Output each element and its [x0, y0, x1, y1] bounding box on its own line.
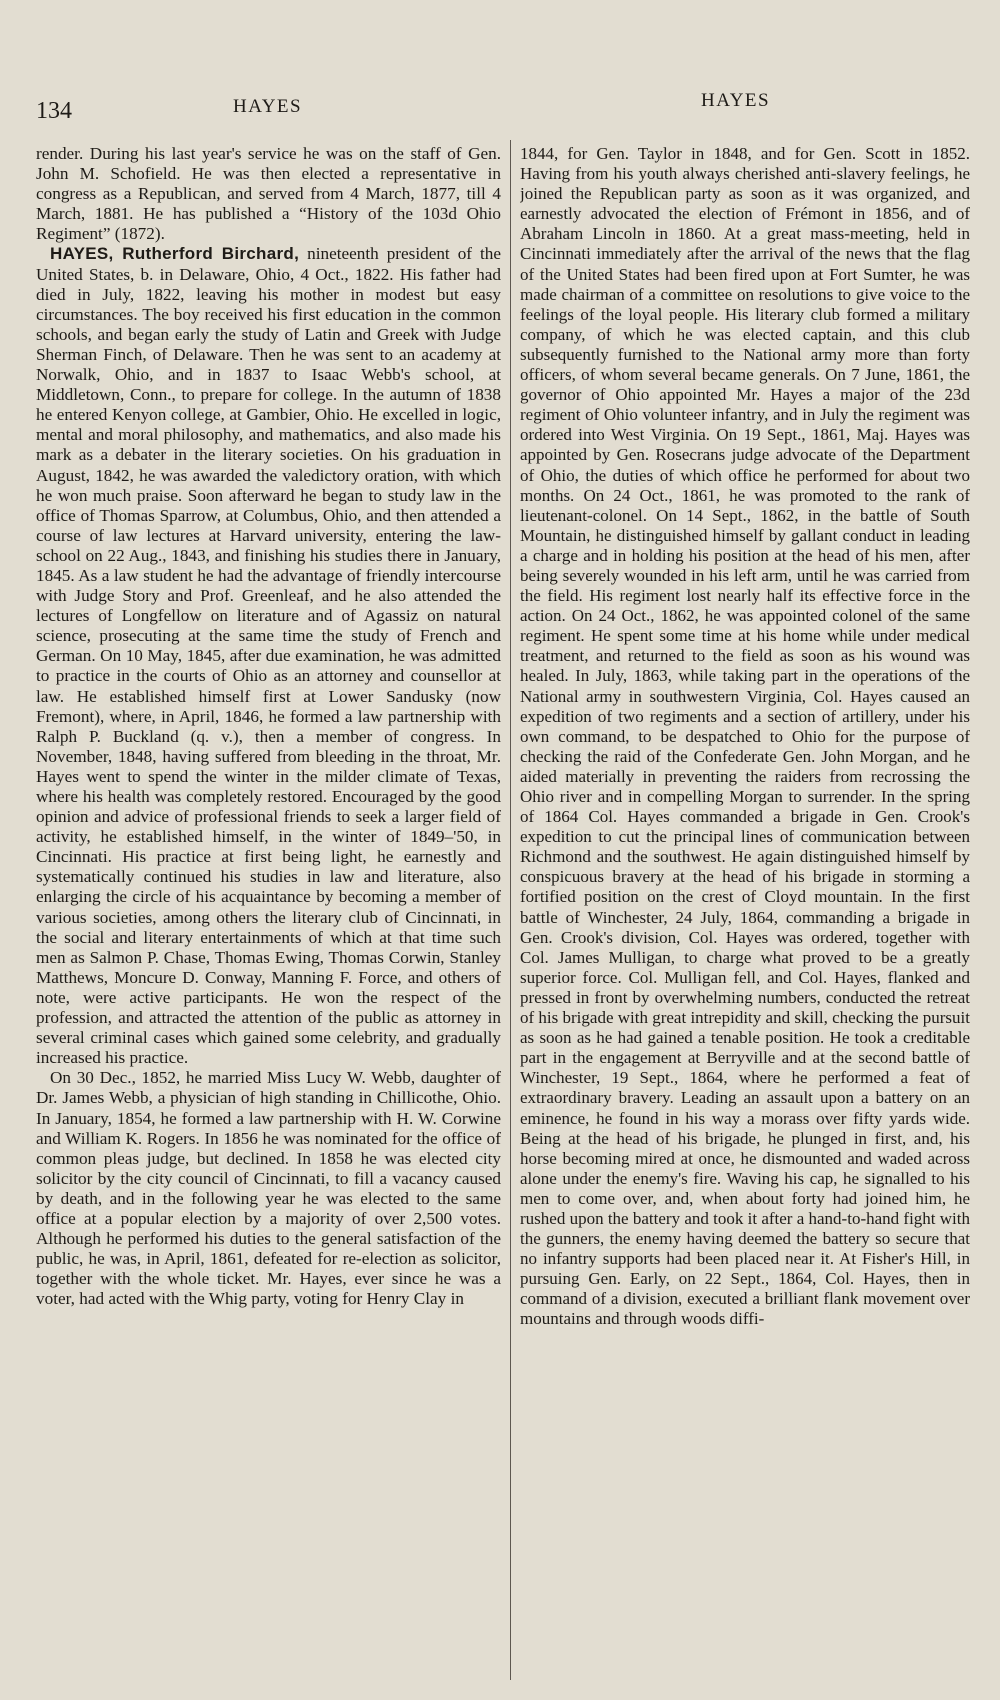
- page-number: 134: [36, 98, 72, 124]
- running-head-left: HAYES: [233, 96, 303, 117]
- entry-headword: HAYES, Rutherford Birchard,: [50, 244, 300, 264]
- page-header: [0, 92, 1000, 132]
- entry-body: nineteenth president of the United States, b. in Delaware, Ohio, 4 Oct., 1822. His father had died in July, 1822, leaving his mother in modest but easy circumstances. The boy received his first education in the common schools, and began early the study of Latin and Greek with Judge Sherman Finch, of Delaware. Then he was sent to an academy at Norwalk, Ohio, and in 1837 to Isaac Webb's school, at Middletown, Conn., to prepare for college. In the autumn of 1838 he entered Kenyon college, at Gambier, Ohio. He excelled in logic, mental and moral philosophy, and mathematics, and also made his mark as a debater in the literary societies. On his graduation in August, 1842, he was awarded the valedictory oration, with which he won much praise. Soon afterward he began to study law in the office of Thomas Sparrow, at Columbus, Ohio, and then attended a course of law lectures at Harvard university, entering the law-school on 22 Aug., 1843, and finishing his studies there in January, 1845. As a law student he had the advantage of friendly intercourse with Judge Story and Prof. Greenleaf, and he also attended the lectures of Longfellow on literature and of Agassiz on natural science, prosecuting at the same time the study of French and German. On 10 May, 1845, after due examination, he was admitted to practice in the courts of Ohio as an attorney and counsellor at law. He established himself first at Lower Sandusky (now Fremont), where, in April, 1846, he formed a law partnership with Ralph P. Buckland (q. v.), then a member of congress. In November, 1848, having suffered from bleeding in the throat, Mr. Hayes went to spend the winter in the milder climate of Texas, where his health was completely restored. Encouraged by the good opinion and advice of professional friends to seek a larger field of activity, he established himself, in the winter of 1849–'50, in Cincinnati. His practice at first being light, he earnestly and systematically continued his studies in law and literature, also enlarging the circle of his acquaintance by becoming a member of various societies, among others the literary club of Cincinnati, in the social and literary entertainments of which at that time such men as Salmon P. Chase, Thomas Ewing, Thomas Corwin, Stanley Matthews, Moncure D. Conway, Manning F. Force, and others of note, were active participants. He won the respect of the profession, and attracted the attention of the public as attorney in several criminal cases which gained some celebrity, and gradually increased his practice.: [36, 244, 501, 1068]
- right-column: [520, 144, 970, 1684]
- paragraph-military-career: 1844, for Gen. Taylor in 1848, and for Gen. Scott in 1852. Having from his youth always cherished anti-slavery feelings, he joined the Republican party as soon as it was organized, and earnestly advocated the election of Frémont in 1856, and of Abraham Lincoln in 1860. At a great mass-meeting, held in Cincinnati immediately after the arrival of the news that the flag of the United States had been fired upon at Fort Sumter, he was made chairman of a committee on resolutions to give voice to the feelings of the loyal people. His literary club formed a military company, of which he was elected captain, and this club subsequently furnished to the National army more than forty officers, of whom several became generals. On 7 June, 1861, the governor of Ohio appointed Mr. Hayes a major of the 23d regiment of Ohio volunteer infantry, and in July the regiment was ordered into West Virginia. On 19 Sept., 1861, Maj. Hayes was appointed by Gen. Rosecrans judge advocate of the Department of Ohio, the duties of which office he performed for about two months. On 24 Oct., 1861, he was promoted to the rank of lieutenant-colonel. On 14 Sept., 1862, in the battle of South Mountain, he distinguished himself by gallant conduct in leading a charge and in holding his position at the head of his men, after being severely wounded in his left arm, until he was carried from the field. His regiment lost nearly half its effective force in the action. On 24 Oct., 1862, he was appointed colonel of the same regiment. He spent some time at his home while under medical treatment, and returned to the field as soon as his wound was healed. In July, 1863, while taking part in the operations of the National army in southwestern Virginia, Col. Hayes caused an expedition of two regiments and a section of artillery, under his own command, to be despatched to Ohio for the purpose of checking the raid of the Confederate Gen. John Morgan, and he aided materially in preventing the raiders from recrossing the Ohio river and in compelling Morgan to surrender. In the spring of 1864 Col. Hayes commanded a brigade in Gen. Crook's expedition to cut the principal lines of communication between Richmond and the southwest. He again distinguished himself by conspicuous bravery at the head of his brigade in storming a fortified position on the crest of Cloyd mountain. In the first battle of Winchester, 24 July, 1864, commanding a brigade in Gen. Crook's division, Col. Hayes was ordered, together with Col. James Mulligan, to charge what proved to be a greatly superior force. Col. Mulligan fell, and Col. Hayes, flanked and pressed in front by overwhelming numbers, conducted the retreat of his brigade with great intrepidity and skill, checking the pursuit as soon as he had gained a tenable position. He took a creditable part in the engagement at Berryville and at the second battle of Winchester, 19 Sept., 1864, where he performed a feat of extraordinary bravery. Leading an assault upon a battery on an eminence, he found in his way a morass over fifty yards wide. Being at the head of his brigade, he plunged in first, and, his horse becoming mired at once, he dismounted and waded across alone under the enemy's fire. Waving his cap, he signalled to his men to come over, and, when about forty had joined him, he rushed upon the battery and took it after a hand-to-hand fight with the gunners, the enemy having deemed the battery so secure that no infantry supports had been placed near it. At Fisher's Hill, in pursuing Gen. Early, on 22 Sept., 1864, Col. Hayes, then in command of a division, executed a brilliant flank movement over mountains and through woods diffi-: [520, 144, 970, 1329]
- running-head-right: HAYES: [701, 90, 771, 111]
- left-column: [36, 144, 501, 1684]
- paragraph-marriage: On 30 Dec., 1852, he married Miss Lucy W. Webb, daughter of Dr. James Webb, a physician of high standing in Chillicothe, Ohio. In January, 1854, he formed a law partnership with H. W. Corwine and William K. Rogers. In 1856 he was nominated for the office of common pleas judge, but declined. In 1858 he was elected city solicitor by the city council of Cincinnati, to fill a vacancy caused by death, and in the following year he was elected to the same office at a popular election by a majority of over 2,500 votes. Although he performed his duties to the general satisfaction of the public, he was, in April, 1861, defeated for re-election as solicitor, together with the whole ticket. Mr. Hayes, ever since he was a voter, had acted with the Whig party, voting for Henry Clay in: [36, 1068, 501, 1309]
- entry-hayes-rutherford: [36, 244, 501, 1068]
- column-divider: [510, 140, 511, 1680]
- paragraph-continued: render. During his last year's service he was on the staff of Gen. John M. Schofield. He was then elected a representative in congress as a Republican, and served from 4 March, 1877, till 4 March, 1881. He has published a “History of the 103d Ohio Regiment” (1872).: [36, 144, 501, 244]
